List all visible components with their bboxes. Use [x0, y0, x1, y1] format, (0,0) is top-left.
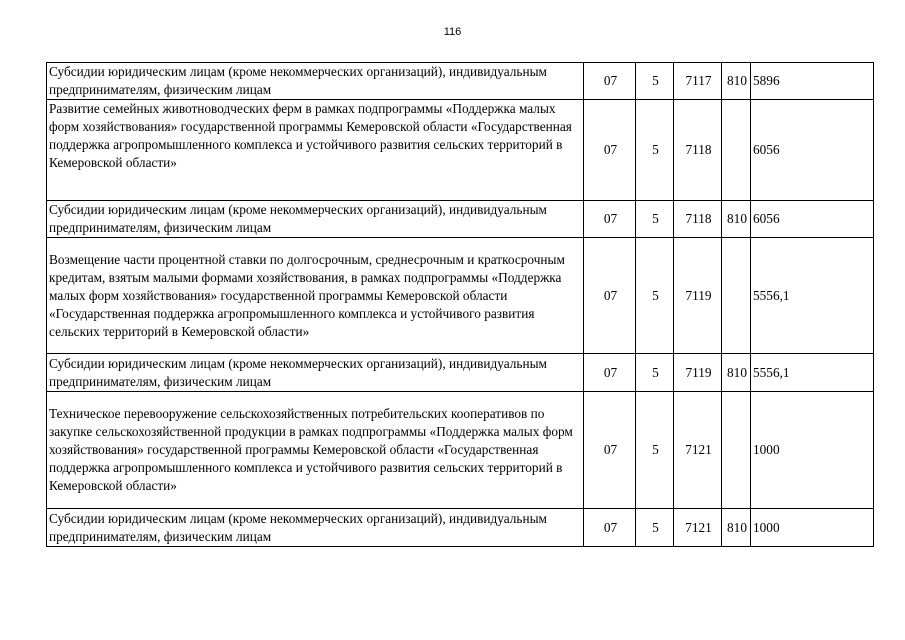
row-amount: 6056	[751, 100, 874, 201]
row-subsection: 5	[636, 509, 674, 547]
row-section: 07	[584, 63, 636, 100]
row-section: 07	[584, 392, 636, 509]
row-kvr	[722, 238, 751, 354]
row-kvr	[722, 392, 751, 509]
row-subsection: 5	[636, 392, 674, 509]
row-code: 7119	[674, 238, 722, 354]
table-row	[47, 100, 874, 201]
row-subsection: 5	[636, 63, 674, 100]
row-subsection: 5	[636, 354, 674, 392]
row-kvr	[722, 100, 751, 201]
row-description: Развитие семейных животноводческих ферм в рамках подпрограммы «Поддержка малых форм хозяйствования» государственной программы Кемеровской области «Государственная поддержка агропромышленного комплекса и устойчивого развития сельских территорий в Кемеровской области»	[47, 100, 584, 201]
row-amount: 5556,1	[751, 354, 874, 392]
row-code: 7121	[674, 392, 722, 509]
row-code: 7119	[674, 354, 722, 392]
row-section: 07	[584, 509, 636, 547]
row-description: Субсидии юридическим лицам (кроме некоммерческих организаций), индивидуальным предпринимателям, физическим лицам	[47, 354, 584, 392]
row-amount: 5556,1	[751, 238, 874, 354]
row-amount: 1000	[751, 392, 874, 509]
row-description: Техническое перевооружение сельскохозяйственных потребительских кооперативов по закупке сельскохозяйственной продукции в рамках подпрограммы «Поддержка малых форм хозяйствования» государственной программы Кемеровской области «Государственная поддержка агропромышленного комплекса и устойчивого развития сельских территорий в Кемеровской области»	[47, 392, 584, 509]
row-kvr: 810	[722, 509, 751, 547]
row-subsection: 5	[636, 100, 674, 201]
row-amount: 5896	[751, 63, 874, 100]
row-code: 7118	[674, 100, 722, 201]
row-subsection: 5	[636, 201, 674, 238]
row-code: 7121	[674, 509, 722, 547]
row-description: Субсидии юридическим лицам (кроме некоммерческих организаций), индивидуальным предпринимателям, физическим лицам	[47, 201, 584, 238]
row-kvr: 810	[722, 354, 751, 392]
table-row	[47, 63, 874, 100]
row-amount: 6056	[751, 201, 874, 238]
row-description: Субсидии юридическим лицам (кроме некоммерческих организаций), индивидуальным предпринимателям, физическим лицам	[47, 509, 584, 547]
row-amount: 1000	[751, 509, 874, 547]
row-code: 7117	[674, 63, 722, 100]
budget-table	[46, 62, 874, 547]
row-subsection: 5	[636, 238, 674, 354]
row-section: 07	[584, 100, 636, 201]
row-description: Возмещение части процентной ставки по долгосрочным, среднесрочным и краткосрочным кредитам, взятым малыми формами хозяйствования, в рамках подпрограммы «Поддержка малых форм хозяйствования» государственной программы Кемеровской области «Государственная поддержка агропромышленного комплекса и устойчивого развития сельских территорий в Кемеровской области»	[47, 238, 584, 354]
row-kvr: 810	[722, 63, 751, 100]
row-section: 07	[584, 201, 636, 238]
table-row	[47, 201, 874, 238]
page-number: 116	[443, 26, 462, 38]
row-section: 07	[584, 238, 636, 354]
row-kvr: 810	[722, 201, 751, 238]
table-row	[47, 354, 874, 392]
table-row	[47, 509, 874, 547]
row-code: 7118	[674, 201, 722, 238]
row-description: Субсидии юридическим лицам (кроме некоммерческих организаций), индивидуальным предпринимателям, физическим лицам	[47, 63, 584, 100]
row-section: 07	[584, 354, 636, 392]
table-row	[47, 392, 874, 509]
table-row	[47, 238, 874, 354]
